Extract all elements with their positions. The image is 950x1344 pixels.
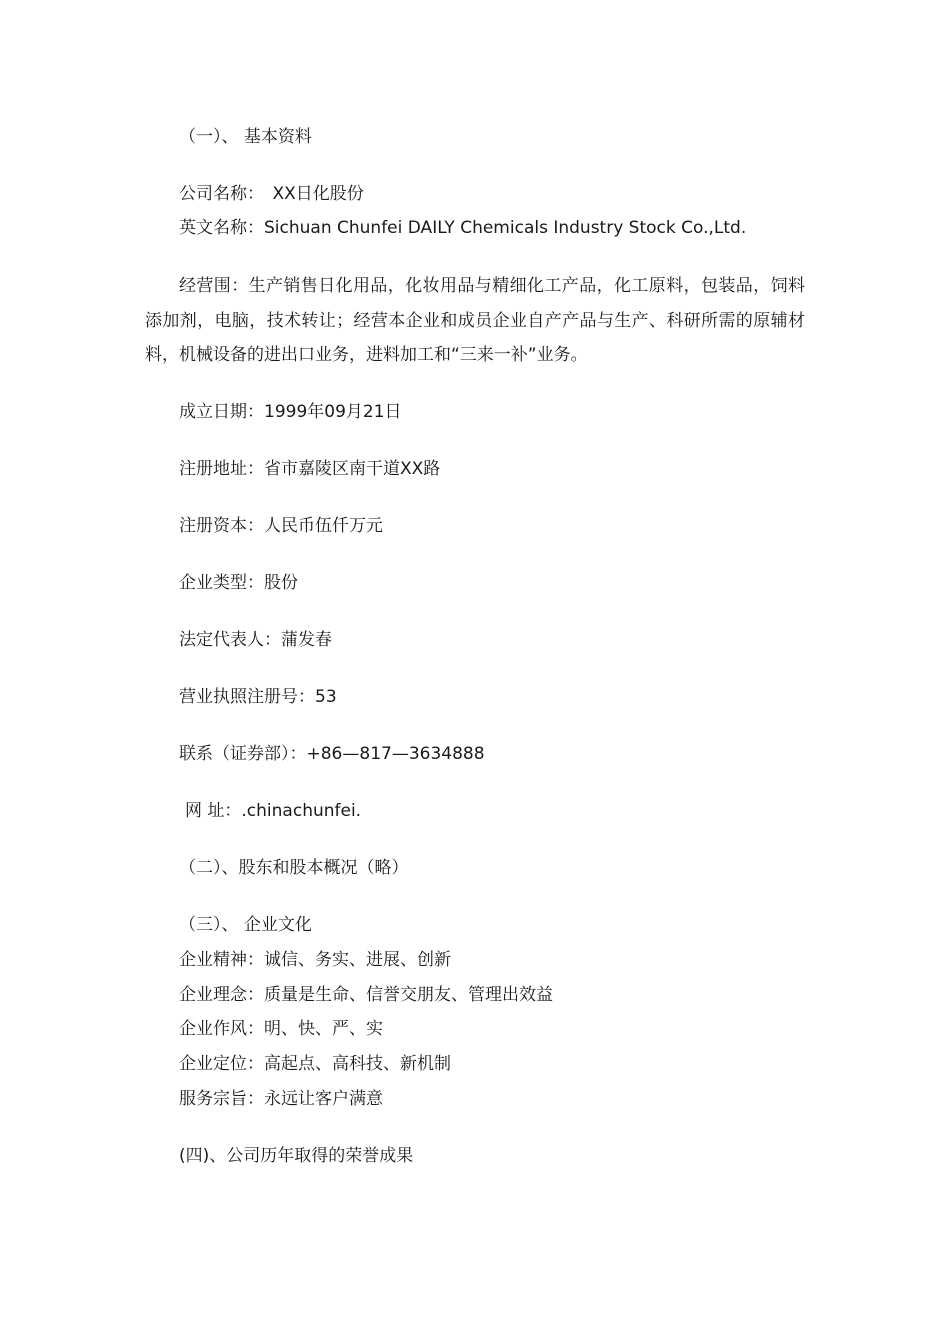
section-4-heading: (四)、公司历年取得的荣誉成果 <box>179 1146 414 1166</box>
section-2-heading: （二）、股东和股本概况（略） <box>179 858 409 878</box>
website: 网 址：.chinachunfei. <box>185 801 362 821</box>
english-name: 英文名称：Sichuan Chunfei DAILY Chemicals Industry Stock Co.,Ltd. <box>179 218 747 238</box>
contact-phone: 联系（证券部）：+86—817—3634888 <box>179 744 485 764</box>
culture-item: 企业作风：明、快、严、实 <box>179 1019 383 1039</box>
section-3-heading: （三）、 企业文化 <box>179 915 312 935</box>
culture-item: 企业理念：质量是生命、信誉交朋友、管理出效益 <box>179 985 553 1005</box>
company-type: 企业类型：股份 <box>179 573 298 593</box>
culture-item: 服务宗旨：永远让客户满意 <box>179 1089 383 1109</box>
section-1-heading: （一）、 基本资料 <box>179 127 312 147</box>
founded-date: 成立日期：1999年09月21日 <box>179 402 402 422</box>
business-scope: 经营围：生产销售日化用品，化妆用品与精细化工产品，化工原料，包装品，饲料添加剂，电脑，技术转让；经营本企业和成员企业自产产品与生产、科研所需的原辅材料，机械设备的进出口业务，进料加工和“三来一补”业务。 <box>145 276 805 365</box>
culture-item: 企业精神：诚信、务实、进展、创新 <box>179 950 451 970</box>
company-name: 公司名称： XX日化股份 <box>179 184 364 204</box>
business-license: 营业执照注册号：53 <box>179 687 337 707</box>
registered-capital: 注册资本：人民币伍仟万元 <box>179 516 383 536</box>
legal-representative: 法定代表人：蒲发春 <box>179 630 332 650</box>
registered-address: 注册地址：省市嘉陵区南干道XX路 <box>179 459 441 479</box>
culture-item: 企业定位：高起点、高科技、新机制 <box>179 1054 451 1074</box>
